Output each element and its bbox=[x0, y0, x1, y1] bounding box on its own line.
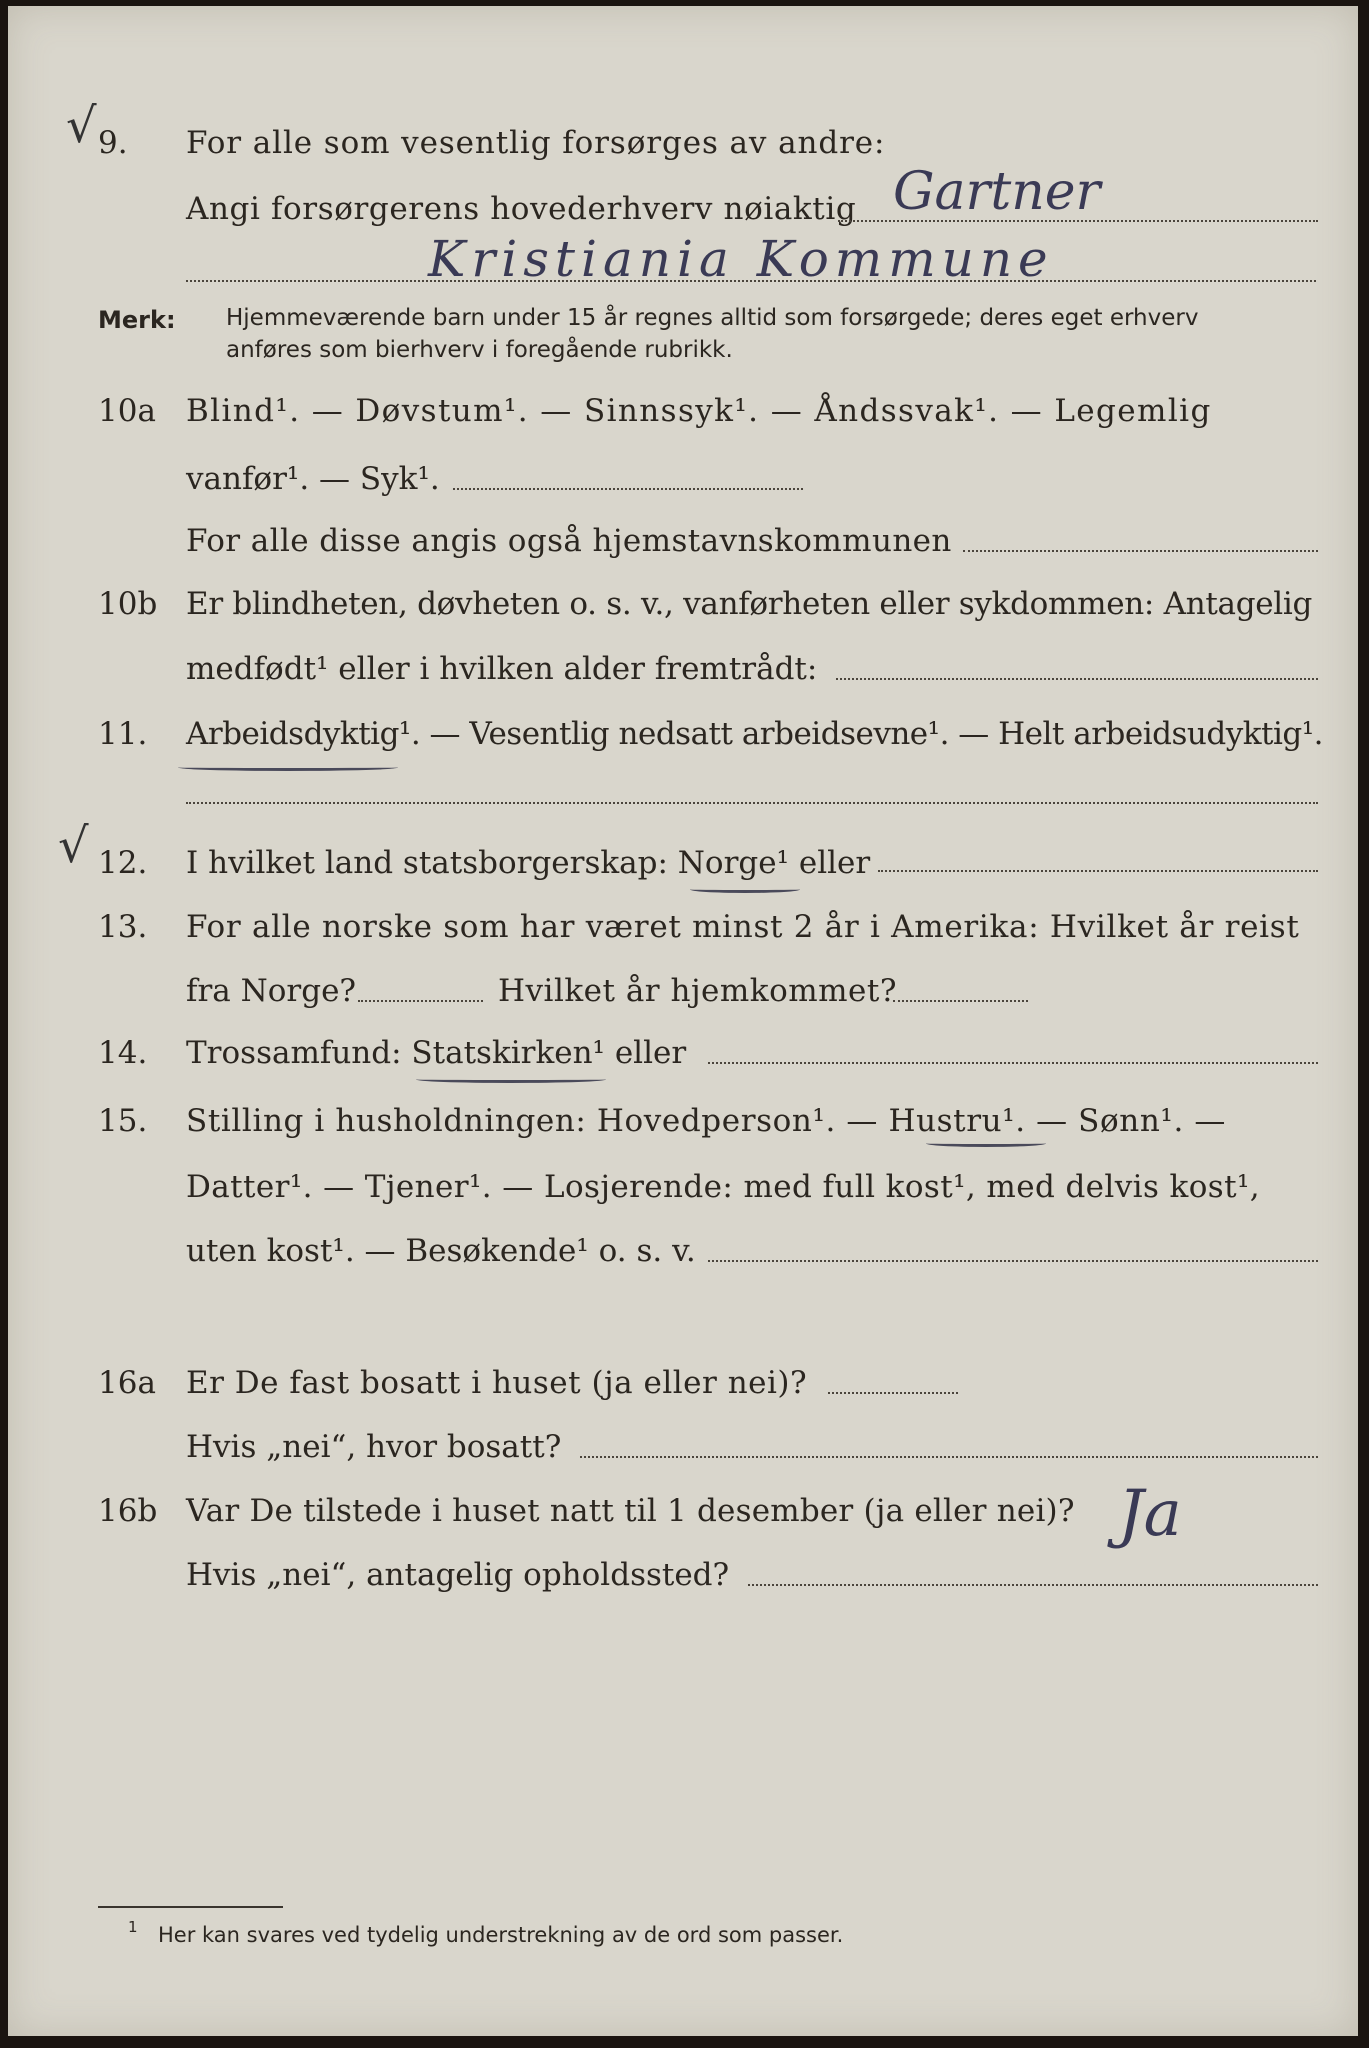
q9-handwritten-employer: Kristiania Kommune bbox=[428, 230, 1054, 288]
check-mark-q12: √ bbox=[58, 818, 89, 874]
q13-hjemkommet-line bbox=[893, 1000, 1028, 1002]
q15-line3: uten kost¹. — Besøkende¹ o. s. v. bbox=[186, 1233, 696, 1269]
q10a-line3: For alle disse angis også hjemstavnskommunen bbox=[186, 523, 952, 559]
footnote-text: Her kan svares ved tydelig understrekning av de ord som passer. bbox=[158, 1923, 844, 1947]
q16b-number: 16b bbox=[98, 1493, 158, 1529]
q16a-answer-line bbox=[828, 1392, 958, 1394]
q9-line1: For alle som vesentlig forsørges av andre: bbox=[186, 125, 886, 161]
q10b-number: 10b bbox=[98, 586, 158, 622]
q12-number: 12. bbox=[98, 845, 148, 881]
q10a-number: 10a bbox=[98, 393, 156, 429]
q12-underline-mark bbox=[690, 886, 800, 893]
q13-number: 13. bbox=[98, 909, 148, 945]
q10b-answer-line bbox=[836, 678, 1318, 680]
census-form-page bbox=[8, 6, 1358, 2036]
check-mark-q9: √ bbox=[66, 98, 97, 154]
q16b-opholdssted-line bbox=[748, 1584, 1318, 1586]
q12-answer-line bbox=[878, 870, 1318, 872]
q14-underline-mark bbox=[416, 1076, 606, 1083]
q10a-line2: vanfør¹. — Syk¹. bbox=[186, 461, 440, 497]
q14-number: 14. bbox=[98, 1035, 148, 1071]
q16b-line1: Var De tilstede i huset natt til 1 desember (ja eller nei)? bbox=[186, 1493, 1075, 1529]
merk-line2: anføres som bierhverv i foregående rubrikk. bbox=[226, 337, 733, 363]
q9-handwritten-occupation: Gartner bbox=[893, 162, 1101, 222]
q16a-number: 16a bbox=[98, 1365, 156, 1401]
q11-number: 11. bbox=[98, 716, 148, 752]
merk-label: Merk: bbox=[98, 306, 176, 334]
q15-underline-mark bbox=[926, 1140, 1046, 1147]
footnote-mark: 1 bbox=[128, 1918, 138, 1936]
q16b-line2: Hvis „nei“, antagelig opholdssted? bbox=[186, 1557, 730, 1593]
q13-line2b: Hvilket år hjemkommet? bbox=[498, 973, 897, 1009]
q16a-bosatt-line bbox=[580, 1456, 1318, 1458]
q14-line1: Trossamfund: Statskirken¹ eller bbox=[186, 1035, 687, 1071]
q12-line1: I hvilket land statsborgerskap: Norge¹ eller bbox=[186, 845, 871, 881]
q10a-answer-line bbox=[453, 488, 803, 490]
footnote-rule bbox=[98, 1906, 283, 1908]
q10b-line2: medfødt¹ eller i hvilken alder fremtrådt: bbox=[186, 651, 818, 687]
q15-answer-line bbox=[708, 1260, 1318, 1262]
q14-answer-line bbox=[708, 1062, 1318, 1064]
q16a-line1: Er De fast bosatt i huset (ja eller nei)? bbox=[186, 1365, 808, 1401]
q16a-line2: Hvis „nei“, hvor bosatt? bbox=[186, 1429, 562, 1465]
q16b-handwritten-answer: Ja bbox=[1118, 1477, 1182, 1551]
q11-underline-mark bbox=[178, 764, 398, 771]
q10b-line1: Er blindheten, døvheten o. s. v., vanførheten eller sykdommen: Antagelig bbox=[186, 586, 1313, 622]
q11-answer-line bbox=[186, 802, 1318, 804]
q10a-hjemstavn-line bbox=[963, 550, 1318, 552]
q9-number: 9. bbox=[98, 125, 128, 161]
q13-line1: For alle norske som har været minst 2 år i Amerika: Hvilket år reist bbox=[186, 909, 1300, 945]
q15-line1: Stilling i husholdningen: Hovedperson¹. — Hustru¹. — Sønn¹. — bbox=[186, 1103, 1226, 1139]
q15-line2: Datter¹. — Tjener¹. — Losjerende: med full kost¹, med delvis kost¹, bbox=[186, 1169, 1261, 1205]
q15-number: 15. bbox=[98, 1103, 148, 1139]
q10a-line1: Blind¹. — Døvstum¹. — Sinnssyk¹. — Åndssvak¹. — Legemlig bbox=[186, 393, 1212, 429]
q9-line2: Angi forsørgerens hovederhverv nøiaktig bbox=[186, 191, 857, 227]
q13-line2a: fra Norge? bbox=[186, 973, 357, 1009]
merk-line1: Hjemmeværende barn under 15 år regnes alltid som forsørgede; deres eget erhverv bbox=[226, 305, 1199, 331]
q13-reist-line bbox=[358, 1000, 483, 1002]
q11-line1: Arbeidsdyktig¹. — Vesentlig nedsatt arbeidsevne¹. — Helt arbeidsudyktig¹. bbox=[186, 716, 1324, 752]
